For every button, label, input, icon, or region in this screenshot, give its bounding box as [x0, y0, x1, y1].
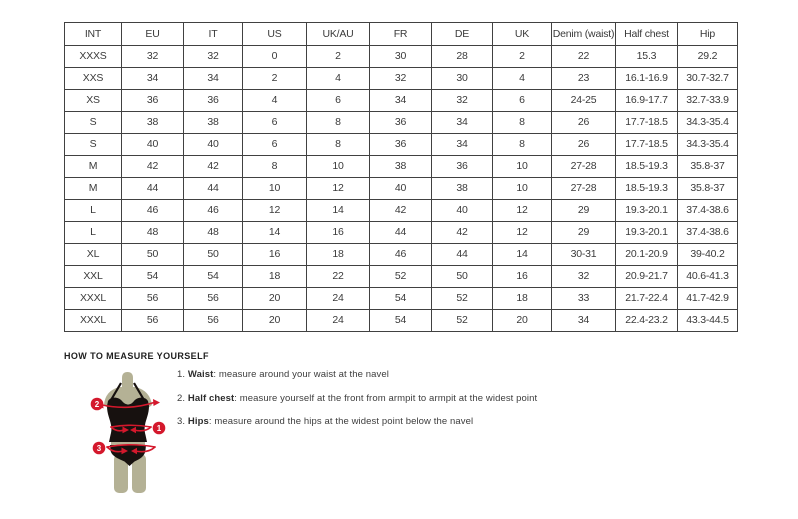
table-cell: 44 — [370, 222, 432, 244]
table-cell: 28 — [432, 46, 493, 68]
table-cell: 17.7-18.5 — [616, 112, 678, 134]
table-cell: 40 — [370, 178, 432, 200]
table-cell: 44 — [432, 244, 493, 266]
table-cell: 42 — [184, 156, 243, 178]
table-cell: 24 — [307, 288, 370, 310]
table-cell: 50 — [184, 244, 243, 266]
table-cell: 0 — [243, 46, 307, 68]
table-body — [65, 46, 738, 332]
header-cell: EU — [122, 23, 184, 46]
table-cell: 26 — [552, 112, 616, 134]
table-cell: 19.3-20.1 — [616, 200, 678, 222]
header-cell: UK/AU — [307, 23, 370, 46]
table-cell: 32.7-33.9 — [678, 90, 738, 112]
table-cell: 44 — [184, 178, 243, 200]
table-cell: 18 — [243, 266, 307, 288]
step-number: 1. — [177, 369, 186, 380]
header-cell: IT — [184, 23, 243, 46]
table-cell: 54 — [370, 288, 432, 310]
table-cell: L — [65, 222, 122, 244]
table-row — [65, 90, 738, 112]
table-header-row — [65, 23, 738, 46]
table-cell: S — [65, 134, 122, 156]
table-cell: 15.3 — [616, 46, 678, 68]
header-cell: DE — [432, 23, 493, 46]
table-cell: 30-31 — [552, 244, 616, 266]
table-cell: 48 — [184, 222, 243, 244]
table-cell: 37.4-38.6 — [678, 200, 738, 222]
table-cell: 19.3-20.1 — [616, 222, 678, 244]
table-cell: 18.5-19.3 — [616, 178, 678, 200]
badge-hips-number: 3 — [96, 444, 102, 454]
table-cell: 50 — [432, 266, 493, 288]
step-term: Hips — [187, 416, 209, 427]
table-cell: 29.2 — [678, 46, 738, 68]
header-cell: Hip — [678, 23, 738, 46]
header-cell: INT — [65, 23, 122, 46]
table-cell: 16 — [307, 222, 370, 244]
table-cell: 56 — [122, 310, 184, 332]
table-cell: 22.4-23.2 — [616, 310, 678, 332]
table-cell: XS — [65, 90, 122, 112]
table-cell: 18 — [493, 288, 552, 310]
table-cell: 10 — [493, 178, 552, 200]
step-text: : measure around your waist at the navel — [213, 369, 389, 380]
table-cell: 46 — [184, 200, 243, 222]
table-cell: 48 — [122, 222, 184, 244]
measure-step-hips — [177, 416, 597, 427]
table-cell: 8 — [307, 112, 370, 134]
table-cell: 24 — [307, 310, 370, 332]
table-cell: 17.7-18.5 — [616, 134, 678, 156]
table-cell: 36 — [432, 156, 493, 178]
table-cell: 36 — [370, 112, 432, 134]
table-row — [65, 134, 738, 156]
table-cell: 34 — [432, 134, 493, 156]
table-cell: 6 — [243, 134, 307, 156]
table-cell: 12 — [493, 222, 552, 244]
table-cell: XXXS — [65, 46, 122, 68]
chest-arrow-right — [153, 399, 160, 406]
table-cell: 32 — [432, 90, 493, 112]
table-row — [65, 266, 738, 288]
table-cell: 29 — [552, 222, 616, 244]
table-cell: 34 — [432, 112, 493, 134]
step-term: Waist — [187, 369, 214, 380]
table-cell: 34 — [184, 68, 243, 90]
table-cell: 42 — [370, 200, 432, 222]
table-cell: 34.3-35.4 — [678, 134, 738, 156]
step-number: 2. — [177, 392, 186, 404]
table-cell: 41.7-42.9 — [678, 288, 738, 310]
step-text: : measure around the hips at the widest point below the navel — [208, 416, 474, 427]
table-cell: 52 — [432, 310, 493, 332]
table-cell: 54 — [370, 310, 432, 332]
table-cell: 22 — [552, 46, 616, 68]
header-cell: FR — [370, 23, 432, 46]
table-cell: 26 — [552, 134, 616, 156]
table-cell: 40.6-41.3 — [678, 266, 738, 288]
table-cell: 4 — [493, 68, 552, 90]
table-cell: 43.3-44.5 — [678, 310, 738, 332]
table-cell: 56 — [184, 310, 243, 332]
table-cell: 12 — [493, 200, 552, 222]
table-cell: 2 — [307, 46, 370, 68]
table-cell: 46 — [122, 200, 184, 222]
measure-steps-list — [177, 369, 597, 440]
table-cell: 54 — [184, 266, 243, 288]
mannequin-illustration — [86, 368, 174, 496]
table-cell: 50 — [122, 244, 184, 266]
table-cell: 8 — [493, 134, 552, 156]
table-cell: 38 — [370, 156, 432, 178]
table-cell: M — [65, 156, 122, 178]
table-cell: 54 — [122, 266, 184, 288]
table-row — [65, 310, 738, 332]
table-cell: 10 — [243, 178, 307, 200]
table-cell: 35.8-37 — [678, 178, 738, 200]
table-cell: 29 — [552, 200, 616, 222]
table-cell: 6 — [307, 90, 370, 112]
table-cell: L — [65, 200, 122, 222]
table-cell: 35.8-37 — [678, 156, 738, 178]
badge-chest-number: 2 — [94, 400, 100, 410]
table-cell: 20.9-21.7 — [616, 266, 678, 288]
table-cell: 14 — [307, 200, 370, 222]
table-cell: 6 — [243, 112, 307, 134]
measure-section-heading: HOW TO MEASURE YOURSELF — [64, 351, 209, 361]
table-row — [65, 68, 738, 90]
table-cell: 40 — [432, 200, 493, 222]
table-cell: 20 — [243, 310, 307, 332]
table-cell: 56 — [122, 288, 184, 310]
table-cell: 32 — [370, 68, 432, 90]
table-cell: 34 — [552, 310, 616, 332]
table-cell: 40 — [122, 134, 184, 156]
table-cell: 33 — [552, 288, 616, 310]
table-cell: 36 — [184, 90, 243, 112]
table-cell: 40 — [184, 134, 243, 156]
table-cell: 14 — [493, 244, 552, 266]
table-cell: 38 — [184, 112, 243, 134]
table-cell: 8 — [307, 134, 370, 156]
step-number: 3. — [177, 416, 186, 427]
size-conversion-table — [64, 22, 738, 332]
measurement-figure — [86, 368, 174, 496]
table-cell: 12 — [307, 178, 370, 200]
table-cell: 12 — [243, 200, 307, 222]
table-row — [65, 156, 738, 178]
measure-step-waist — [177, 369, 597, 380]
table-cell: 27-28 — [552, 156, 616, 178]
table-cell: 10 — [493, 156, 552, 178]
table-cell: 8 — [243, 156, 307, 178]
table-row — [65, 200, 738, 222]
header-cell: US — [243, 23, 307, 46]
measure-step-half-chest — [177, 393, 597, 404]
step-text: : measure yourself at the front from armpit to armpit at the widest point — [234, 392, 538, 404]
table-cell: 38 — [432, 178, 493, 200]
table-cell: 4 — [307, 68, 370, 90]
table-cell: 2 — [243, 68, 307, 90]
table-cell: 34.3-35.4 — [678, 112, 738, 134]
table-cell: 30.7-32.7 — [678, 68, 738, 90]
table-cell: 18.5-19.3 — [616, 156, 678, 178]
table-cell: XL — [65, 244, 122, 266]
table-cell: 16 — [243, 244, 307, 266]
table-cell: 52 — [432, 288, 493, 310]
table-cell: 36 — [370, 134, 432, 156]
table-cell: 52 — [370, 266, 432, 288]
table-cell: 21.7-22.4 — [616, 288, 678, 310]
table-row — [65, 46, 738, 68]
table-cell: 34 — [370, 90, 432, 112]
badge-waist-number: 1 — [156, 424, 162, 434]
header-cell: Denim (waist) — [552, 23, 616, 46]
table-cell: 10 — [307, 156, 370, 178]
table-cell: 46 — [370, 244, 432, 266]
table-cell: 2 — [493, 46, 552, 68]
table-row — [65, 222, 738, 244]
table-cell: 34 — [122, 68, 184, 90]
table-row — [65, 244, 738, 266]
table-cell: 42 — [122, 156, 184, 178]
table-cell: 16.1-16.9 — [616, 68, 678, 90]
table-row — [65, 288, 738, 310]
table-cell: 44 — [122, 178, 184, 200]
table-cell: XXL — [65, 266, 122, 288]
table-cell: 22 — [307, 266, 370, 288]
table-cell: 4 — [243, 90, 307, 112]
table-cell: 37.4-38.6 — [678, 222, 738, 244]
table-cell: 30 — [432, 68, 493, 90]
table-cell: 18 — [307, 244, 370, 266]
table-cell: 6 — [493, 90, 552, 112]
table-cell: 30 — [370, 46, 432, 68]
table-cell: 42 — [432, 222, 493, 244]
table-cell: 32 — [552, 266, 616, 288]
table-cell: 23 — [552, 68, 616, 90]
step-term: Half chest — [187, 392, 235, 404]
table-cell: XXXL — [65, 288, 122, 310]
header-cell: UK — [493, 23, 552, 46]
table-cell: 27-28 — [552, 178, 616, 200]
table-cell: 32 — [184, 46, 243, 68]
table-cell: 20 — [243, 288, 307, 310]
table-cell: 39-40.2 — [678, 244, 738, 266]
table-cell: M — [65, 178, 122, 200]
table-row — [65, 112, 738, 134]
header-cell: Half chest — [616, 23, 678, 46]
table-cell: 38 — [122, 112, 184, 134]
table-cell: 14 — [243, 222, 307, 244]
table-cell: 24-25 — [552, 90, 616, 112]
table-cell: 20 — [493, 310, 552, 332]
table-cell: 32 — [122, 46, 184, 68]
table-cell: XXXL — [65, 310, 122, 332]
table-cell: 20.1-20.9 — [616, 244, 678, 266]
table-cell: 56 — [184, 288, 243, 310]
table-cell: S — [65, 112, 122, 134]
table-cell: 8 — [493, 112, 552, 134]
table-row — [65, 178, 738, 200]
table-cell: 36 — [122, 90, 184, 112]
table-cell: 16.9-17.7 — [616, 90, 678, 112]
table-cell: XXS — [65, 68, 122, 90]
table-cell: 16 — [493, 266, 552, 288]
